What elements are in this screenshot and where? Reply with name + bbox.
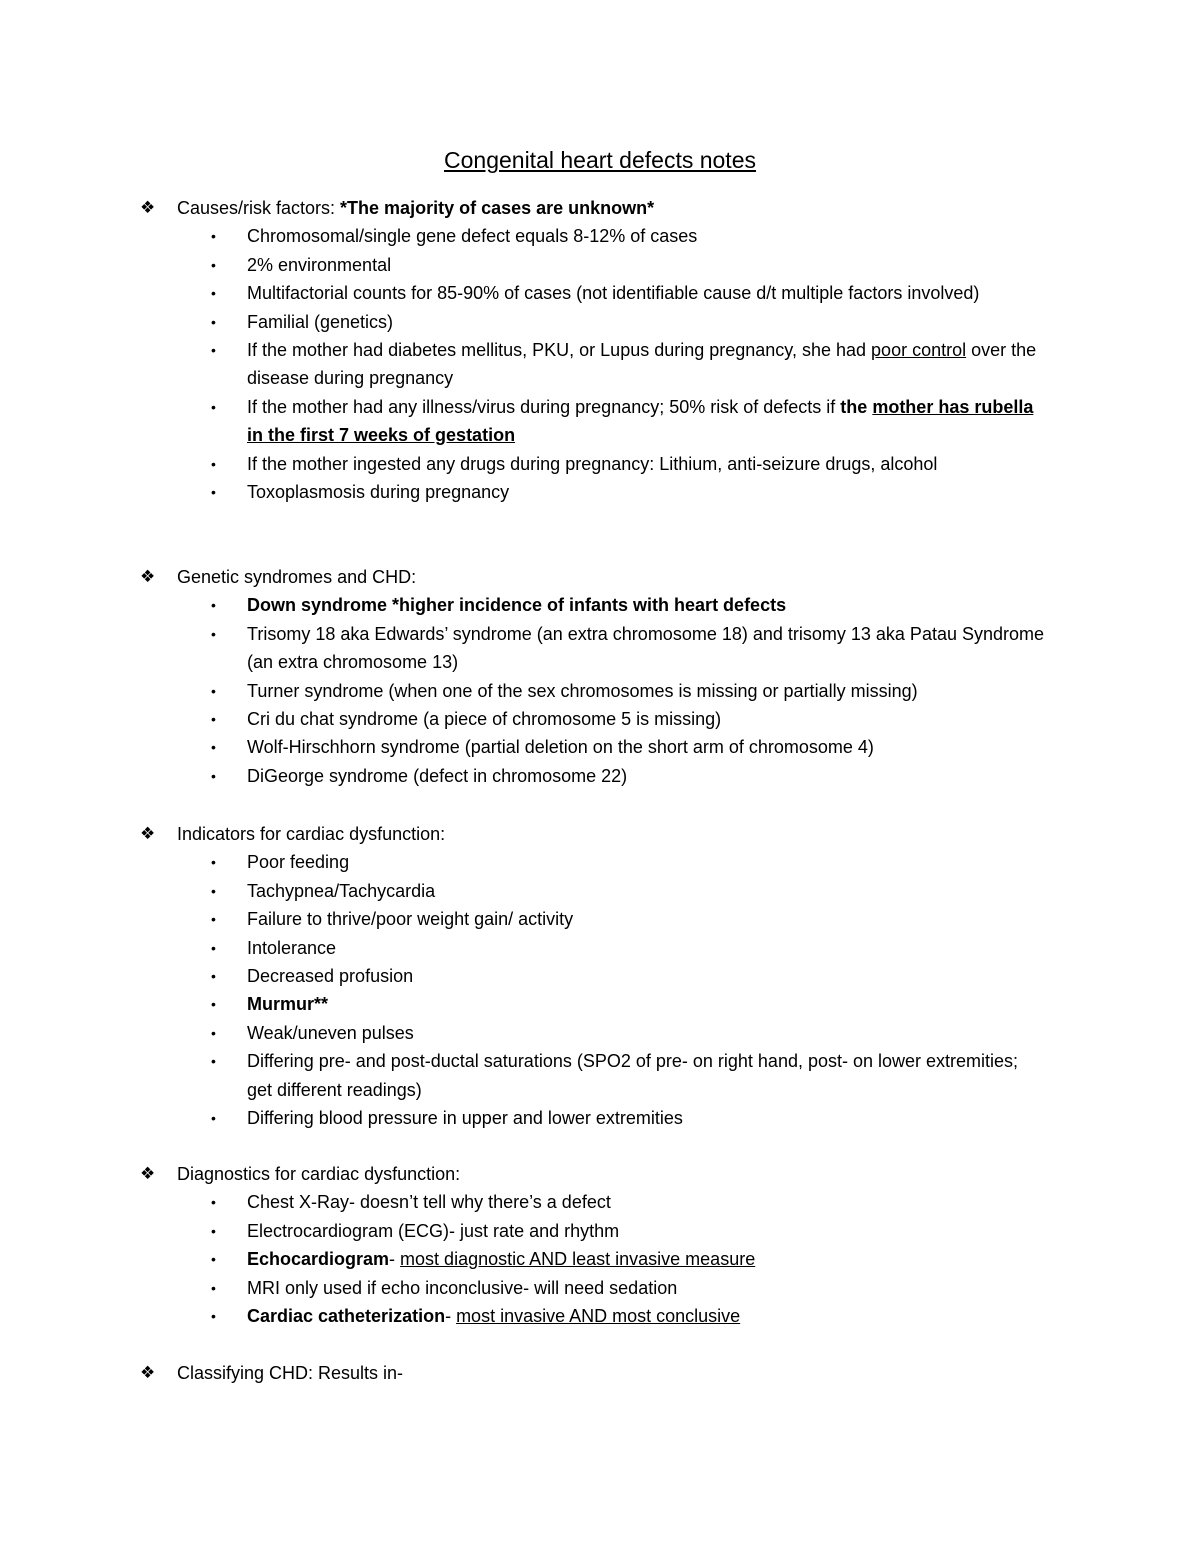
item-text: If the mother ingested any drugs during pregnancy: Lithium, anti-seizure drugs, alcohol [247, 453, 938, 474]
bullet-icon: • [211, 682, 216, 699]
list-item [0, 848, 1047, 876]
section-heading [0, 194, 1200, 222]
list-item [0, 393, 1047, 450]
list-item [0, 450, 1047, 478]
item-separator: - [389, 1249, 401, 1270]
bullet-icon: • [211, 1024, 216, 1041]
list-item [0, 905, 1047, 933]
item-text: Familial (genetics) [247, 311, 394, 332]
bullet-icon: • [211, 711, 216, 728]
list-item [0, 877, 1047, 905]
bullet-icon: • [211, 767, 216, 784]
section-label-emphasis: *The majority of cases are unknown* [340, 198, 655, 218]
bullet-icon: • [211, 739, 216, 756]
bullet-icon: • [211, 939, 216, 956]
section-classifying [0, 1359, 1200, 1387]
item-text: Weak/uneven pulses [247, 1022, 414, 1043]
list-item [0, 478, 1047, 506]
list-item [0, 251, 1047, 279]
item-bold: Murmur** [247, 994, 329, 1015]
item-text: Multifactorial counts for 85-90% of cases (not identifiable cause d/t multiple factors involved) [247, 283, 980, 304]
section-heading [0, 563, 1200, 591]
item-text: Decreased profusion [247, 966, 414, 987]
bullet-icon: • [211, 597, 216, 614]
item-separator: - [445, 1306, 457, 1327]
item-text: Tachypnea/Tachycardia [247, 880, 436, 901]
item-text: Chest X-Ray- doesn’t tell why there’s a defect [247, 1192, 611, 1213]
list-item [0, 1245, 1047, 1273]
list-item [0, 279, 1047, 307]
list-item [0, 677, 1047, 705]
list-item [0, 591, 1047, 619]
item-text-cont: over the disease during pregnancy [247, 340, 1037, 389]
list-item [0, 620, 1047, 677]
item-text: MRI only used if echo inconclusive- will need sedation [247, 1277, 678, 1298]
item-text: Toxoplasmosis during pregnancy [247, 482, 510, 503]
bullet-icon: • [211, 1110, 216, 1127]
list-item [0, 336, 1047, 393]
bullet-icon: • [211, 256, 216, 273]
item-text: Poor feeding [247, 852, 350, 873]
section-heading [0, 1160, 1200, 1188]
section-label: Causes/risk factors: [177, 198, 341, 218]
item-underline: most diagnostic AND least invasive measure [400, 1249, 756, 1270]
list-item [0, 1188, 1047, 1216]
item-underline: most invasive AND most conclusive [456, 1306, 741, 1327]
bullet-icon: • [211, 313, 216, 330]
item-text: Failure to thrive/poor weight gain/ activity [247, 909, 574, 930]
bullet-icon: • [211, 1251, 216, 1268]
section-causes [0, 194, 1200, 506]
bullet-icon: • [211, 1053, 216, 1070]
diamond-bullet-icon: ❖ [140, 1164, 156, 1183]
item-bold: Echocardiogram [247, 1249, 390, 1270]
bullet-icon: • [211, 455, 216, 472]
list-item [0, 962, 1047, 990]
bullet-icon: • [211, 484, 216, 501]
item-text: Chromosomal/single gene defect equals 8-12% of cases [247, 226, 698, 247]
bullet-icon: • [211, 342, 216, 359]
bullet-icon: • [211, 968, 216, 985]
item-underline: poor control [871, 340, 967, 361]
item-text: Differing pre- and post-ductal saturations (SPO2 of pre- on right hand, post- on lower extremities; get different readings) [247, 1051, 1019, 1100]
bullet-icon: • [211, 228, 216, 245]
item-text: 2% environmental [247, 254, 392, 275]
bullet-icon: • [211, 625, 216, 642]
list-item [0, 1274, 1047, 1302]
list-item [0, 222, 1047, 250]
item-text: Turner syndrome (when one of the sex chromosomes is missing or partially missing) [247, 680, 918, 701]
item-text: Differing blood pressure in upper and lower extremities [247, 1108, 683, 1129]
item-bold: Down syndrome *higher incidence of infants with heart defects [247, 595, 787, 616]
item-text: DiGeorge syndrome (defect in chromosome 22) [247, 765, 628, 786]
section-heading [0, 1359, 1200, 1387]
item-text: Trisomy 18 aka Edwards’ syndrome (an extra chromosome 18) and trisomy 13 aka Patau Syndrome (an extra chromosome 13) [247, 623, 1045, 673]
bullet-icon: • [211, 1279, 216, 1296]
bullet-icon: • [211, 882, 216, 899]
item-bold-underline: mother has rubella in the first 7 weeks of gestation [247, 396, 1034, 446]
section-label: Diagnostics for cardiac dysfunction: [177, 1164, 461, 1184]
list-item [0, 934, 1047, 962]
list-item [0, 1302, 1047, 1330]
bullet-icon: • [211, 285, 216, 302]
bullet-icon: • [211, 1222, 216, 1239]
list-item [0, 733, 1047, 761]
item-bold: the [840, 396, 873, 417]
item-text: If the mother had any illness/virus during pregnancy; 50% risk of defects if [247, 396, 841, 417]
diamond-bullet-icon: ❖ [140, 1363, 156, 1382]
list-item [0, 990, 1047, 1018]
diamond-bullet-icon: ❖ [140, 198, 156, 217]
section-label: Classifying CHD: Results in- [177, 1363, 404, 1383]
item-text: Intolerance [247, 937, 337, 958]
bullet-icon: • [211, 854, 216, 871]
bullet-icon: • [211, 911, 216, 928]
diamond-bullet-icon: ❖ [140, 567, 156, 586]
list-item [0, 308, 1047, 336]
list-item [0, 1019, 1047, 1047]
bullet-icon: • [211, 1194, 216, 1211]
section-label: Indicators for cardiac dysfunction: [177, 824, 446, 844]
bullet-icon: • [211, 996, 216, 1013]
section-label: Genetic syndromes and CHD: [177, 567, 417, 587]
section-genetic [0, 563, 1200, 790]
diamond-bullet-icon: ❖ [140, 824, 156, 843]
list-item [0, 1047, 1047, 1104]
item-text: Electrocardiogram (ECG)- just rate and rhythm [247, 1220, 620, 1241]
list-item [0, 1104, 1047, 1132]
section-heading [0, 820, 1200, 848]
list-item [0, 705, 1047, 733]
list-item [0, 762, 1047, 790]
item-text: Cri du chat syndrome (a piece of chromosome 5 is missing) [247, 709, 722, 730]
bullet-icon: • [211, 1308, 216, 1325]
item-text: If the mother had diabetes mellitus, PKU, or Lupus during pregnancy, she had [247, 340, 872, 361]
section-diagnostics [0, 1160, 1200, 1330]
page-title: Congenital heart defects notes [444, 147, 756, 173]
list-item [0, 1217, 1047, 1245]
bullet-icon: • [211, 398, 216, 415]
item-text: Wolf-Hirschhorn syndrome (partial deletion on the short arm of chromosome 4) [247, 737, 874, 758]
section-indicators [0, 820, 1200, 1132]
item-bold: Cardiac catheterization [247, 1306, 446, 1327]
